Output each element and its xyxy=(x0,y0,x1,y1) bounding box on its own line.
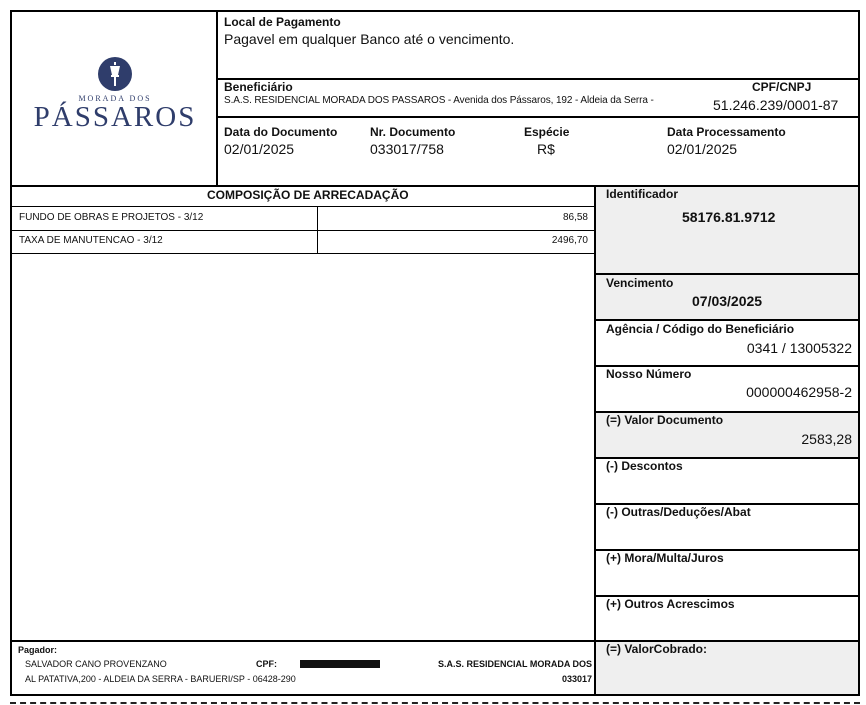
lamp-icon xyxy=(97,56,133,92)
valor-documento-label: (=) Valor Documento xyxy=(606,413,724,427)
cpf-cnpj-label: CPF/CNPJ xyxy=(752,80,812,94)
nr-documento-label: Nr. Documento xyxy=(370,125,456,139)
composicao-row-1-value: 86,58 xyxy=(562,212,588,223)
outras-deducoes-label: (-) Outras/Deduções/Abat xyxy=(606,505,751,519)
logo-divider xyxy=(216,10,218,186)
identificador-label: Identificador xyxy=(606,187,679,201)
data-processamento-value: 02/01/2025 xyxy=(667,141,738,157)
pagador-name: SALVADOR CANO PROVENZANO xyxy=(25,659,167,669)
composicao-row-2-desc: TAXA DE MANUTENCAO - 3/12 xyxy=(19,235,163,246)
composicao-row-2-value: 2496,70 xyxy=(551,235,588,246)
pagador-beneficiario: S.A.S. RESIDENCIAL MORADA DOS xyxy=(437,659,592,669)
composicao-title: COMPOSIÇÃO DE ARRECADAÇÃO xyxy=(207,188,409,202)
data-documento-value: 02/01/2025 xyxy=(224,141,295,157)
nosso-numero-label: Nosso Número xyxy=(606,367,692,381)
frame-bottom xyxy=(10,694,860,696)
agencia-label: Agência / Código do Beneficiário xyxy=(606,322,795,336)
local-pagamento-label: Local de Pagamento xyxy=(224,15,341,29)
composicao-line-3 xyxy=(10,253,594,254)
pagador-top-line xyxy=(10,640,596,642)
composicao-col-divider xyxy=(317,206,318,253)
especie-value: R$ xyxy=(537,141,555,157)
valor-cobrado-label: (=) ValorCobrado: xyxy=(606,642,708,656)
outros-acrescimos-label: (+) Outros Acrescimos xyxy=(606,597,735,611)
pagador-code: 033017 xyxy=(561,674,592,684)
vencimento-label: Vencimento xyxy=(606,276,674,290)
logo-title: PÁSSAROS xyxy=(33,101,197,133)
pagador-label: Pagador: xyxy=(18,645,58,655)
agencia-value: 0341 / 13005322 xyxy=(746,340,852,356)
valor-documento-value: 2583,28 xyxy=(801,431,852,447)
vencimento-value: 07/03/2025 xyxy=(692,293,763,309)
composicao-line-1 xyxy=(10,206,594,207)
frame-left xyxy=(10,10,12,696)
data-processamento-label: Data Processamento xyxy=(667,125,786,139)
beneficiario-label: Beneficiário xyxy=(224,80,293,94)
local-pagamento-value: Pagavel em qualquer Banco até o vencimento. xyxy=(224,31,515,47)
nr-documento-value: 033017/758 xyxy=(370,141,444,157)
especie-label: Espécie xyxy=(524,125,570,139)
right-line-2 xyxy=(594,319,860,321)
identificador-value: 58176.81.9712 xyxy=(682,209,776,225)
cpf-cnpj-value: 51.246.239/0001-87 xyxy=(713,97,839,113)
logo-subtitle: MORADA DOS xyxy=(78,94,152,103)
data-documento-label: Data do Documento xyxy=(224,125,338,139)
cpf-redaction xyxy=(300,660,380,668)
pagador-cpf-label: CPF: xyxy=(256,659,277,669)
beneficiario-value: S.A.S. RESIDENCIAL MORADA DOS PASSAROS - Avenida dos Pássaros, 192 - Aldeia da Serra - xyxy=(224,95,654,106)
frame-top xyxy=(10,10,860,12)
pagador-address: AL PATATIVA,200 - ALDEIA DA SERRA - BARUERI/SP - 06428-290 xyxy=(25,674,296,684)
composicao-row-1-desc: FUNDO DE OBRAS E PROJETOS - 3/12 xyxy=(19,212,204,223)
frame-right xyxy=(858,10,860,696)
composicao-line-2 xyxy=(10,230,594,231)
logo xyxy=(20,50,210,140)
cut-line xyxy=(10,702,860,704)
descontos-label: (-) Descontos xyxy=(606,459,683,473)
right-column-divider xyxy=(594,185,596,695)
right-line-1 xyxy=(594,273,860,275)
nosso-numero-value: 000000462958-2 xyxy=(746,384,852,400)
mora-multa-juros-label: (+) Mora/Multa/Juros xyxy=(606,551,724,565)
header-line-2 xyxy=(216,116,860,118)
